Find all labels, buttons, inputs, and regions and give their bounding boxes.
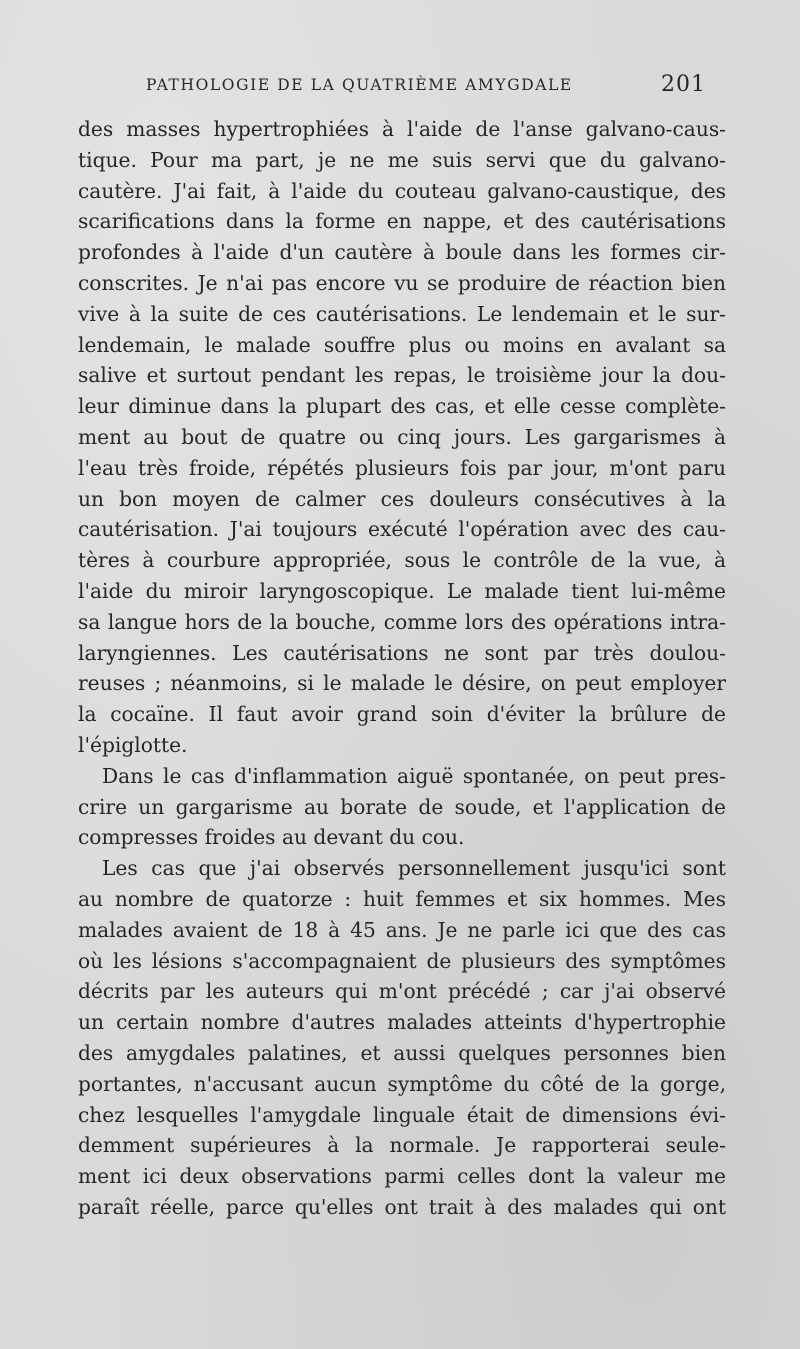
text-line: un bon moyen de calmer ces douleurs consécutives à la: [78, 486, 726, 511]
running-title: PATHOLOGIE DE LA QUATRIÈME AMYGDALE: [146, 76, 573, 94]
text-line: au nombre de quatorze : huit femmes et six hommes. Mes: [78, 886, 726, 911]
text-line: la cocaïne. Il faut avoir grand soin d'éviter la brûlure de: [78, 702, 726, 727]
text-line: où les lésions s'accompagnaient de plusieurs des symptômes: [78, 948, 726, 973]
text-line: décrits par les auteurs qui m'ont précédé ; car j'ai observé: [78, 979, 726, 1004]
text-line: conscrites. Je n'ai pas encore vu se produire de réaction bien: [78, 270, 726, 295]
page-number: 201: [661, 72, 706, 97]
text-line: reuses ; néanmoins, si le malade le désire, on peut employer: [78, 671, 726, 696]
body-text: [78, 114, 726, 1223]
text-line: un certain nombre d'autres malades atteints d'hypertrophie: [78, 1010, 726, 1035]
text-line: lendemain, le malade souffre plus ou moins en avalant sa: [78, 332, 726, 357]
text-line: ment ici deux observations parmi celles dont la valeur me: [78, 1164, 726, 1189]
text-line: l'épiglotte.: [78, 732, 188, 757]
text-line: cautère. J'ai fait, à l'aide du couteau galvano-caustique, des: [78, 178, 726, 203]
text-line: malades avaient de 18 à 45 ans. Je ne parle ici que des cas: [78, 917, 726, 942]
running-head: [146, 72, 706, 102]
text-line: profondes à l'aide d'un cautère à boule dans les formes cir-: [78, 240, 726, 265]
text-line: l'aide du miroir laryngoscopique. Le malade tient lui-même: [78, 578, 726, 603]
text-line: portantes, n'accusant aucun symptôme du côté de la gorge,: [78, 1071, 726, 1096]
text-line: tères à courbure appropriée, sous le contrôle de la vue, à: [78, 548, 726, 573]
text-line: compresses froides au devant du cou.: [78, 825, 465, 850]
text-line: vive à la suite de ces cautérisations. Le lendemain et le sur-: [78, 301, 726, 326]
text-line: salive et surtout pendant les repas, le troisième jour la dou-: [78, 363, 726, 388]
text-line: demment supérieures à la normale. Je rapporterai seule-: [78, 1133, 726, 1158]
text-line: sa langue hors de la bouche, comme lors des opérations intra-: [78, 609, 726, 634]
text-line: crire un gargarisme au borate de soude, et l'application de: [78, 794, 726, 819]
text-line: cautérisation. J'ai toujours exécuté l'opération avec des cau-: [78, 517, 726, 542]
text-line: tique. Pour ma part, je ne me suis servi que du galvano-: [78, 147, 726, 172]
text-line: scarifications dans la forme en nappe, et des cautérisations: [78, 209, 726, 234]
text-line: des amygdales palatines, et aussi quelques personnes bien: [78, 1040, 726, 1065]
text-line: paraît réelle, parce qu'elles ont trait à des malades qui ont: [78, 1194, 726, 1219]
text-line: des masses hypertrophiées à l'aide de l'anse galvano-caus-: [78, 117, 726, 141]
text-line: ment au bout de quatre ou cinq jours. Les gargarismes à: [78, 424, 726, 449]
text-line: Les cas que j'ai observés personnellement jusqu'ici sont: [102, 856, 726, 881]
text-line: l'eau très froide, répétés plusieurs fois par jour, m'ont paru: [78, 455, 726, 480]
text-line: Dans le cas d'inflammation aiguë spontanée, on peut pres-: [102, 763, 726, 788]
text-line: chez lesquelles l'amygdale linguale était de dimensions évi-: [78, 1102, 726, 1127]
text-line: laryngiennes. Les cautérisations ne sont par très doulou-: [78, 640, 726, 665]
text-line: leur diminue dans la plupart des cas, et elle cesse complète-: [78, 394, 726, 419]
